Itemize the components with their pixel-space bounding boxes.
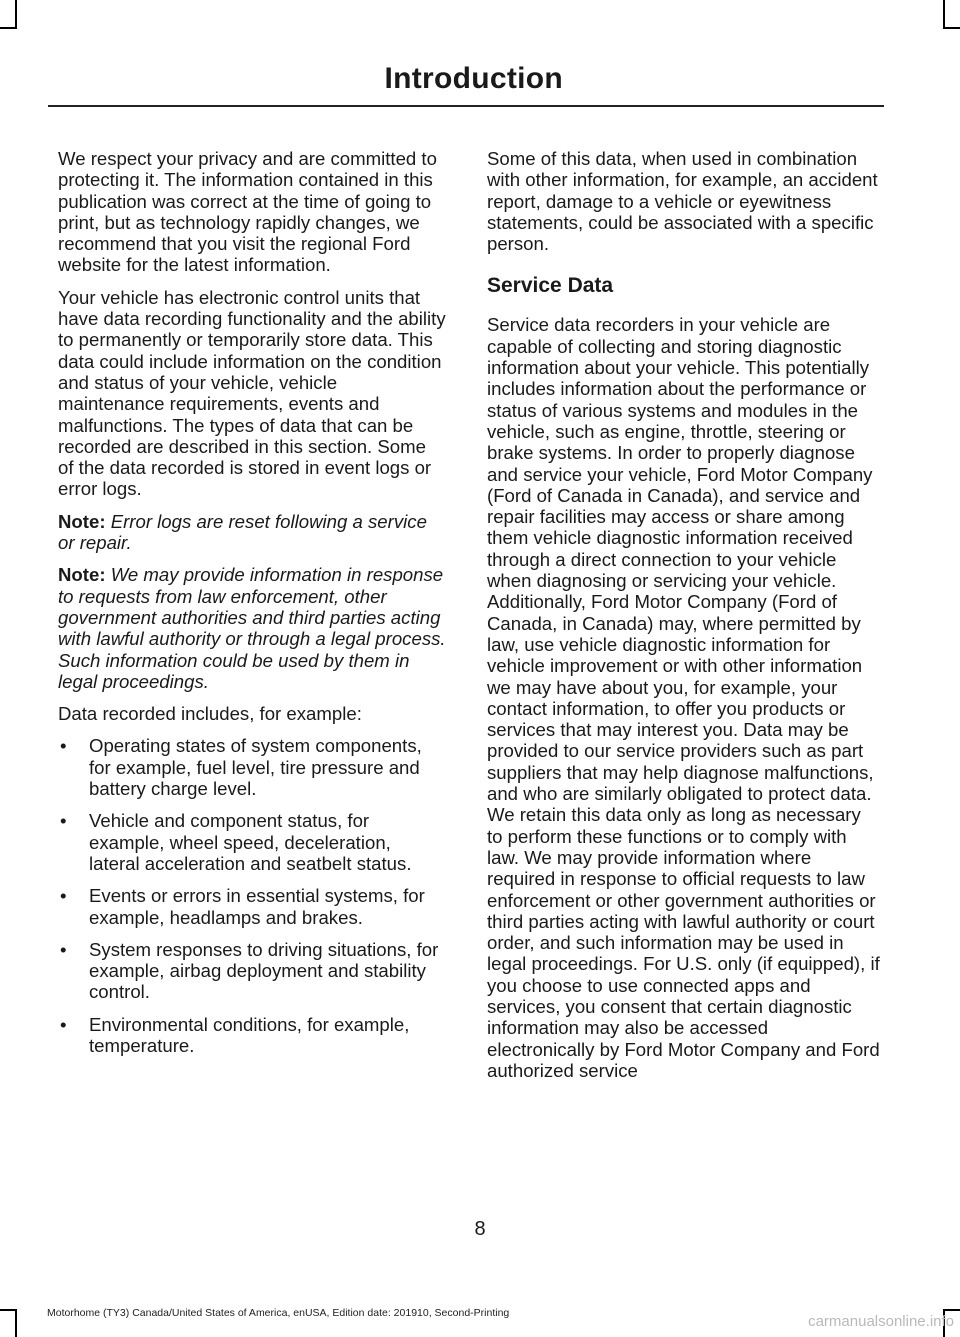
list-item	[58, 885, 446, 928]
crop-mark-top-right-horizontal	[943, 27, 960, 29]
note-label: Note:	[58, 564, 106, 586]
list-item-text: Events or errors in essential systems, for example, headlamps and brakes.	[89, 885, 425, 928]
list-item	[58, 939, 446, 1003]
note-error-logs	[58, 511, 446, 554]
bullet-icon: •	[60, 735, 67, 757]
left-column	[58, 148, 446, 1067]
bullet-icon: •	[60, 885, 67, 907]
bullet-icon: •	[60, 1013, 67, 1035]
service-data-paragraph: Service data recorders in your vehicle are capable of collecting and storing diagnostic information about your vehicle. This potentially includes information about the performance or status of various systems and modules in the vehicle, such as engine, throttle, steering or brake systems. In order to properly diagnose and service your vehicle, Ford Motor Company (Ford of Canada in Canada), and service and repair facilities may access or share among them vehicle diagnostic information received through a direct connection to your vehicle when diagnosing or servicing your vehicle. Additionally, Ford Motor Company (Ford of Canada, in Canada) may, where permitted by law, use vehicle diagnostic information for vehicle improvement or with other information we may have about you, for example, your contact information, to offer you products or services that may interest you. Data may be provided to our service providers such as part suppliers that may help diagnose malfunctions, and who are similarly obligated to protect data. We retain this data only as long as necessary to perform these functions or to comply with law. We may provide information where required in response to official requests to law enforcement or other government authorities or third parties acting with lawful authority or court order, and such information may be used in legal proceedings. For U.S. only (if equipped), if you choose to use connected apps and services, you consent that certain diagnostic information may also be accessed electronically by Ford Motor Company and Ford authorized service	[487, 314, 880, 1081]
note-label: Note:	[58, 510, 106, 532]
list-item-text: System responses to driving situations, for example, airbag deployment and stability control.	[89, 938, 439, 1003]
footer-edition-text: Motorhome (TY3) Canada/United States of America, enUSA, Edition date: 201910, Second-Printing	[47, 1307, 510, 1319]
bullet-icon: •	[60, 938, 67, 960]
list-item	[58, 810, 446, 874]
privacy-paragraph: We respect your privacy and are committed to protecting it. The information contained in this publication was correct at the time of going to print, but as technology rapidly changes, we recommend that you visit the regional Ford website for the latest information.	[58, 148, 437, 276]
crop-mark-bottom-right-horizontal	[943, 1309, 960, 1311]
list-item	[58, 1014, 446, 1057]
page-title: Introduction	[384, 62, 563, 95]
service-data-heading: Service Data	[487, 274, 614, 298]
bullet-icon: •	[60, 810, 67, 832]
list-item-text: Vehicle and component status, for example, wheel speed, deceleration, lateral acceleration and seatbelt status.	[89, 810, 412, 874]
crop-mark-bottom-left-vertical	[15, 1309, 17, 1337]
list-intro: Data recorded includes, for example:	[58, 703, 362, 725]
data-recorded-list	[58, 735, 446, 1056]
note-text: Error logs are reset following a service or repair.	[58, 510, 427, 554]
crop-mark-top-right-vertical	[943, 0, 945, 27]
list-item-text: Environmental conditions, for example, temperature.	[89, 1013, 410, 1056]
header-divider	[48, 105, 884, 107]
crop-mark-top-left-horizontal	[0, 27, 17, 29]
crop-mark-bottom-left-horizontal	[0, 1309, 17, 1311]
association-paragraph: Some of this data, when used in combination with other information, for example, an accident report, damage to a vehicle or eyewitness statements, could be associated with a specific person.	[487, 148, 878, 255]
watermark: carmanualsonline.info	[808, 1313, 954, 1330]
list-item-text: Operating states of system components, for example, fuel level, tire pressure and battery charge level.	[89, 735, 422, 800]
note-law-enforcement	[58, 564, 446, 692]
data-recording-paragraph: Your vehicle has electronic control units that have data recording functionality and the ability to permanently or temporarily store data. This data could include information on the condition and status of your vehicle, vehicle maintenance requirements, events and malfunctions. The types of data that can be recorded are described in this section. Some of the data recorded is stored in event logs or error logs.	[58, 286, 446, 500]
right-column	[487, 148, 880, 1092]
page-number: 8	[474, 1218, 486, 1240]
crop-mark-top-left-vertical	[15, 0, 17, 27]
note-text: We may provide information in response to requests from law enforcement, other government authorities and third parties acting with lawful authority or through a legal process. Such information could be used by them in legal proceedings.	[58, 564, 446, 692]
list-item	[58, 735, 446, 799]
